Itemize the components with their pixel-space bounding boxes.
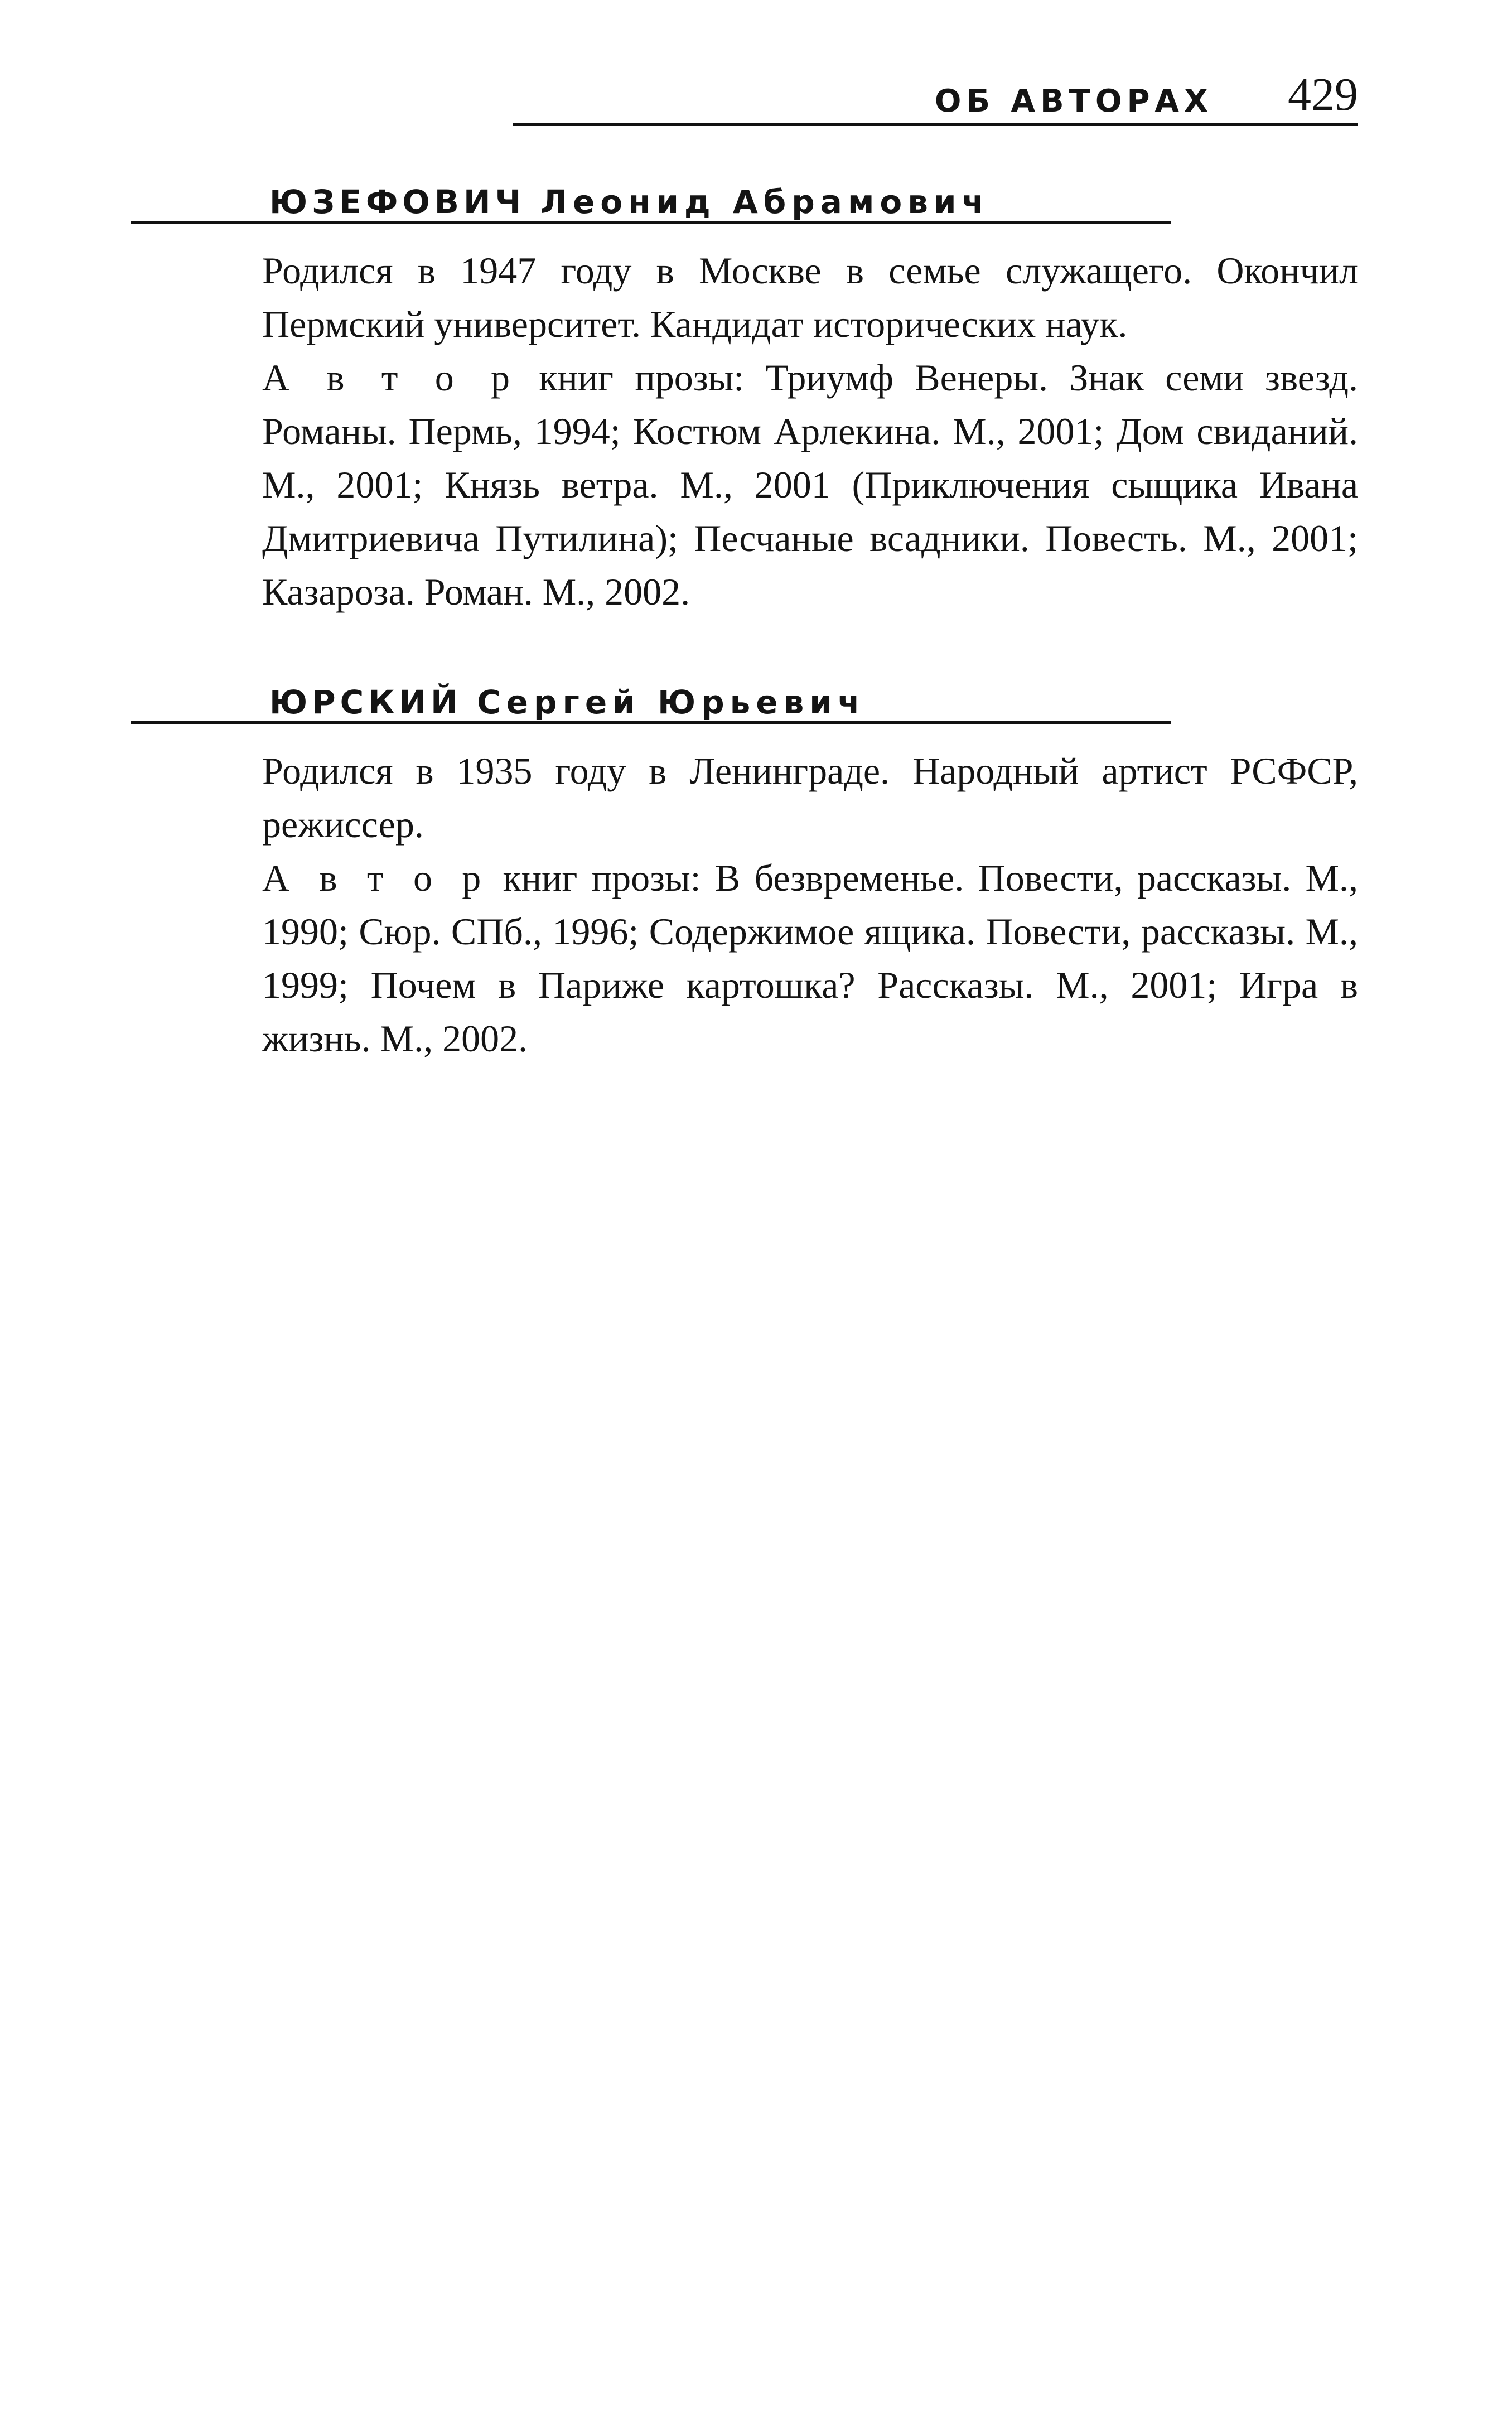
author-name [269,183,989,221]
author-given-names: Сергей Юрьевич [477,683,866,721]
author-surname: ЮЗЕФОВИЧ [269,183,526,221]
author-works [262,351,1358,619]
author-works [262,851,1358,1065]
author-entry-yuzefovich [131,177,1358,619]
works-lead: А в т о р [262,857,489,899]
section-title: ОБ АВТОРАХ [934,83,1213,119]
author-text [262,744,1358,1065]
author-surname: ЮРСКИЙ [269,683,462,721]
works-list: книг прозы: Триумф Венеры. Знак семи звезд. Романы. Пермь, 1994; Костюм Арлекина. М., 2001; Дом свиданий. М., 2001; Князь ветра. М., 2001 (Приключения сыщика Ивана Дмитриевича Путилина); Песчаные всадники. Повесть. М., 2001; Казароза. Роман. М., 2002. [262,356,1358,613]
author-given-names: Леонид Абрамович [540,183,990,221]
author-name [269,683,866,721]
author-bio: Родился в 1935 году в Ленинграде. Народный артист РСФСР, режиссер. [262,750,1358,846]
author-heading [131,177,1171,224]
works-lead: А в т о р [262,356,518,399]
author-heading [131,678,1171,724]
author-entry-yursky [131,678,1358,1065]
works-list: книг прозы: В безвременье. Повести, рассказы. М., 1990; Сюр. СПб., 1996; Содержимое ящика. Повести, рассказы. М., 1999; Почем в Париже картошка? Рассказы. М., 2001; Игра в жизнь. М., 2002. [262,857,1358,1060]
author-text [262,244,1358,619]
page-number: 429 [1288,69,1358,120]
running-header [513,67,1358,126]
author-bio: Родился в 1947 году в Москве в семье служащего. Окончил Пермский университет. Кандидат исторических наук. [262,249,1358,345]
